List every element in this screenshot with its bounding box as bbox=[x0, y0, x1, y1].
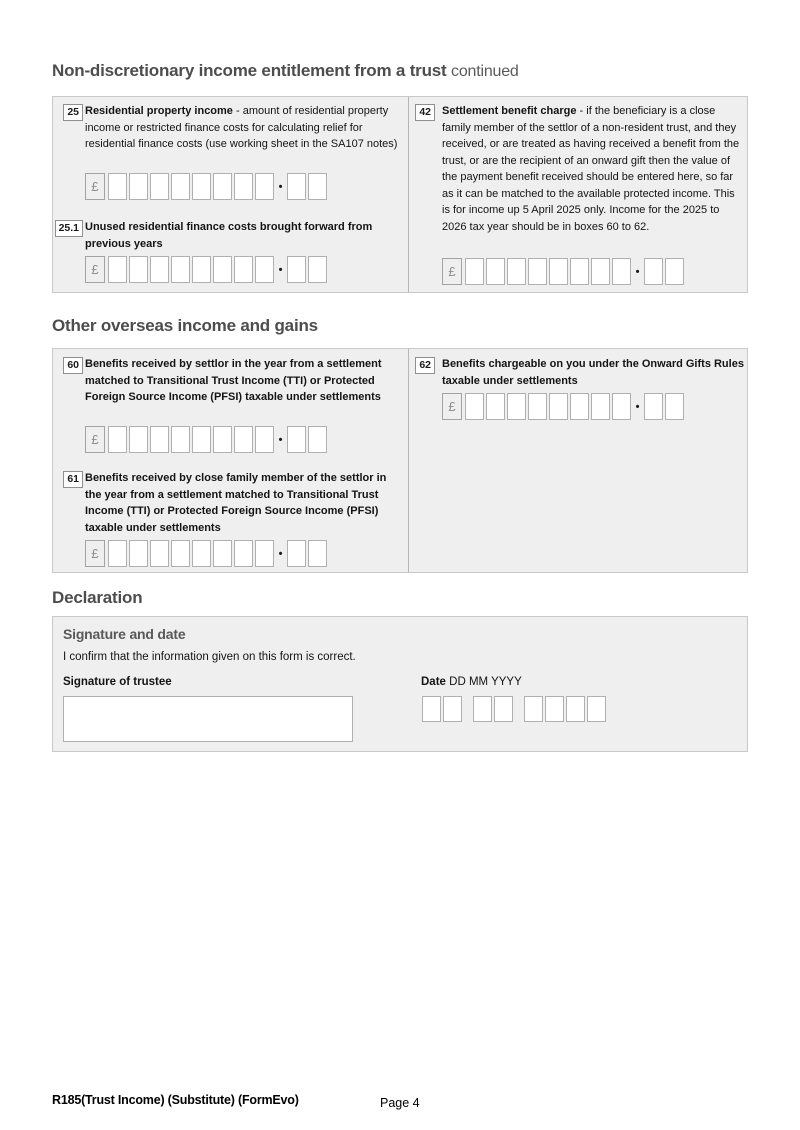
decimal-separator: • bbox=[278, 547, 283, 560]
digit-box[interactable] bbox=[213, 173, 232, 200]
section-title-continued: continued bbox=[451, 63, 519, 80]
pence-box[interactable] bbox=[287, 256, 306, 283]
digit-box[interactable] bbox=[465, 393, 484, 420]
pence-box[interactable] bbox=[287, 173, 306, 200]
digit-box[interactable] bbox=[150, 540, 169, 567]
pence-box[interactable] bbox=[308, 256, 327, 283]
box-number-62: 62 bbox=[405, 357, 435, 374]
box-number-25-1: 25.1 bbox=[53, 220, 83, 237]
pence-box[interactable] bbox=[308, 540, 327, 567]
label-box-25-1: Unused residential finance costs brought forward from previous years bbox=[85, 221, 373, 250]
digit-box[interactable] bbox=[612, 258, 631, 285]
digit-box[interactable] bbox=[486, 258, 505, 285]
amount-input-box-61 bbox=[85, 540, 329, 567]
pence-box[interactable] bbox=[308, 426, 327, 453]
digit-box[interactable] bbox=[570, 258, 589, 285]
digit-box[interactable] bbox=[612, 393, 631, 420]
box-number-25: 25 bbox=[53, 104, 83, 121]
digit-box[interactable] bbox=[213, 426, 232, 453]
date-digit-box[interactable] bbox=[545, 696, 564, 722]
decimal-separator: • bbox=[278, 180, 283, 193]
decimal-separator: • bbox=[278, 433, 283, 446]
digit-box[interactable] bbox=[255, 256, 274, 283]
panel-non-discretionary bbox=[52, 96, 748, 293]
section-title-text: Other overseas income and gains bbox=[52, 316, 318, 335]
pound-symbol: £ bbox=[442, 393, 462, 420]
digit-box[interactable] bbox=[507, 393, 526, 420]
panel-declaration bbox=[52, 616, 748, 752]
digit-box[interactable] bbox=[234, 426, 253, 453]
signature-of-trustee-label: Signature of trustee bbox=[63, 676, 172, 688]
label-box-42: Settlement benefit charge - if the beneficiary is a close family member of the settlor of a non-resident trust, and they received, or are treated as having received a benefit from the trust, or are the recipient of an onward gift then the value of the payment benefit received should be entered here, so far as it can be matched to the available protected income. This is for income up 5 April 2025 only. Income for the 2025 to 2026 tax year should be in boxes 60 to 62. bbox=[442, 105, 740, 233]
section-title-text: Declaration bbox=[52, 588, 143, 607]
digit-box[interactable] bbox=[213, 540, 232, 567]
digit-box[interactable] bbox=[528, 393, 547, 420]
pound-symbol: £ bbox=[85, 540, 105, 567]
box-number-61: 61 bbox=[53, 471, 83, 488]
digit-box[interactable] bbox=[150, 256, 169, 283]
digit-box[interactable] bbox=[192, 256, 211, 283]
amount-input-box-62 bbox=[442, 393, 686, 420]
date-group bbox=[473, 696, 515, 722]
digit-box[interactable] bbox=[549, 393, 568, 420]
pence-box[interactable] bbox=[287, 540, 306, 567]
digit-box[interactable] bbox=[255, 540, 274, 567]
pound-symbol: £ bbox=[85, 173, 105, 200]
digit-box[interactable] bbox=[171, 540, 190, 567]
digit-box[interactable] bbox=[108, 540, 127, 567]
digit-box[interactable] bbox=[108, 173, 127, 200]
date-digit-box[interactable] bbox=[473, 696, 492, 722]
digit-box[interactable] bbox=[234, 540, 253, 567]
digit-box[interactable] bbox=[591, 393, 610, 420]
digit-box[interactable] bbox=[528, 258, 547, 285]
date-format-hint: DD MM YYYY bbox=[449, 676, 522, 688]
digit-box[interactable] bbox=[108, 426, 127, 453]
digit-box[interactable] bbox=[192, 173, 211, 200]
digit-box[interactable] bbox=[171, 256, 190, 283]
digit-box[interactable] bbox=[255, 173, 274, 200]
section-title-overseas bbox=[52, 314, 318, 338]
amount-input-box-25 bbox=[85, 173, 329, 200]
box-number-42: 42 bbox=[405, 104, 435, 121]
date-digit-box[interactable] bbox=[524, 696, 543, 722]
digit-box[interactable] bbox=[570, 393, 589, 420]
date-digit-box[interactable] bbox=[443, 696, 462, 722]
date-digit-box[interactable] bbox=[422, 696, 441, 722]
digit-box[interactable] bbox=[192, 426, 211, 453]
section-title-non-discretionary bbox=[52, 59, 519, 84]
amount-input-box-25-1 bbox=[85, 256, 329, 283]
pound-symbol: £ bbox=[85, 426, 105, 453]
decimal-separator: • bbox=[635, 265, 640, 278]
pound-symbol: £ bbox=[442, 258, 462, 285]
pence-box[interactable] bbox=[665, 393, 684, 420]
signature-and-date-heading: Signature and date bbox=[63, 626, 186, 642]
digit-box[interactable] bbox=[108, 256, 127, 283]
date-digit-box[interactable] bbox=[494, 696, 513, 722]
page-number: Page 4 bbox=[380, 1096, 420, 1110]
label-box-61: Benefits received by close family member of the settlor in the year from a settlement matched to Transitional Trust Income (TTI) or Protected Foreign Source Income (PFSI) taxable under settlements bbox=[85, 472, 387, 534]
digit-box[interactable] bbox=[192, 540, 211, 567]
label-box-62: Benefits chargeable on you under the Onward Gifts Rules taxable under settlements bbox=[442, 358, 744, 387]
digit-box[interactable] bbox=[129, 540, 148, 567]
digit-box[interactable] bbox=[234, 173, 253, 200]
date-digit-box[interactable] bbox=[566, 696, 585, 722]
digit-box[interactable] bbox=[129, 426, 148, 453]
digit-box[interactable] bbox=[507, 258, 526, 285]
decimal-separator: • bbox=[635, 400, 640, 413]
column-divider bbox=[408, 349, 409, 572]
digit-box[interactable] bbox=[129, 256, 148, 283]
box-number-60: 60 bbox=[53, 357, 83, 374]
decimal-separator: • bbox=[278, 263, 283, 276]
pence-box[interactable] bbox=[644, 393, 663, 420]
digit-box[interactable] bbox=[549, 258, 568, 285]
pence-box[interactable] bbox=[665, 258, 684, 285]
digit-box[interactable] bbox=[171, 173, 190, 200]
label-box-25: Residential property income - amount of residential property income or restricted finance costs for calculating relief for residential finance costs (use working sheet in the SA107 notes) bbox=[85, 105, 398, 150]
digit-box[interactable] bbox=[486, 393, 505, 420]
date-group bbox=[524, 696, 608, 722]
digit-box[interactable] bbox=[255, 426, 274, 453]
form-reference: R185(Trust Income) (Substitute) (FormEvo) bbox=[52, 1093, 299, 1107]
pound-symbol: £ bbox=[85, 256, 105, 283]
amount-input-box-60 bbox=[85, 426, 329, 453]
section-title-declaration bbox=[52, 586, 142, 610]
pence-box[interactable] bbox=[287, 426, 306, 453]
date-input-row bbox=[422, 696, 617, 722]
date-group bbox=[422, 696, 464, 722]
digit-box[interactable] bbox=[234, 256, 253, 283]
label-box-60: Benefits received by settlor in the year from a settlement matched to Transitional Trust Income (TTI) or Protected Foreign Source Income (PFSI) taxable under settlements bbox=[85, 358, 382, 403]
pence-box[interactable] bbox=[308, 173, 327, 200]
digit-box[interactable] bbox=[150, 173, 169, 200]
column-divider bbox=[408, 97, 409, 292]
digit-box[interactable] bbox=[465, 258, 484, 285]
digit-box[interactable] bbox=[171, 426, 190, 453]
date-label: Date DD MM YYYY bbox=[421, 676, 522, 688]
digit-box[interactable] bbox=[213, 256, 232, 283]
section-title-text: Non-discretionary income entitlement from a trust bbox=[52, 61, 447, 80]
confirmation-text: I confirm that the information given on this form is correct. bbox=[63, 651, 356, 663]
date-digit-box[interactable] bbox=[587, 696, 606, 722]
digit-box[interactable] bbox=[150, 426, 169, 453]
digit-box[interactable] bbox=[591, 258, 610, 285]
pence-box[interactable] bbox=[644, 258, 663, 285]
amount-input-box-42 bbox=[442, 258, 686, 285]
signature-input[interactable] bbox=[63, 696, 353, 742]
digit-box[interactable] bbox=[129, 173, 148, 200]
panel-overseas bbox=[52, 348, 748, 573]
